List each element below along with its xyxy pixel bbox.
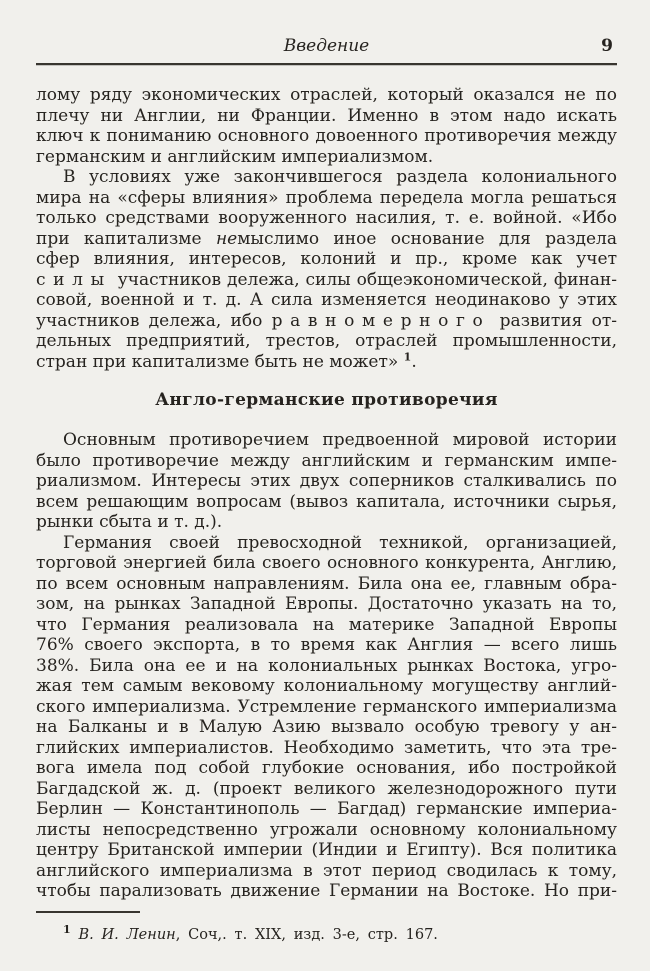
footnote-rule (36, 911, 140, 913)
text-segment: всем решающим вопросам (вывоз капитала, источники сырья, (36, 491, 617, 512)
text-segment: торговой энергией била своего основного конкурента, Англию, (36, 553, 617, 573)
text-segment: мира на «сферы влияния» проблема передела могла решаться (36, 187, 617, 208)
text-segment: глийских империалистов. Необходимо заметить, что эта тре- (36, 737, 617, 758)
text-line (36, 349, 617, 373)
text-segment: при капитализме (36, 228, 216, 249)
text-line (36, 106, 617, 127)
text-line (36, 615, 617, 636)
text-line (36, 717, 617, 738)
text-segment: было противоречие между английским и германским импе- (36, 450, 617, 471)
text-segment: дельных предприятий, трестов, отраслей промышленности, (36, 331, 617, 351)
text-line (36, 799, 617, 820)
text-line (36, 471, 617, 492)
text-segment: силы (36, 269, 112, 290)
text-segment: Багдадской ж. д. (проект великого железнодорожного пути (36, 778, 617, 799)
text-line (36, 311, 617, 332)
text-segment: ского империализма. Устремление германского империализма (36, 696, 617, 717)
page-number: 9 (601, 36, 613, 56)
text-line (36, 147, 617, 168)
text-line (36, 188, 617, 209)
text-line (36, 840, 617, 861)
page-body (36, 85, 617, 902)
text-segment: центру Британской империи (Индии и Египту). Вся политика (36, 840, 617, 860)
text-line (36, 126, 617, 147)
text-segment: лому ряду экономических отраслей, который оказался не по (36, 85, 617, 105)
text-line (36, 229, 617, 250)
text-segment: вога имела под собой глубокие основания, ибо постройкой (36, 758, 617, 778)
text-line (36, 451, 617, 472)
text-segment: . (411, 351, 417, 372)
text-segment: В. И. Ленин (78, 926, 176, 943)
text-segment: равномерного (271, 310, 491, 331)
footnote-reference: 1 (403, 349, 412, 363)
text-line (36, 85, 617, 106)
footnote-reference: 1 (63, 922, 71, 936)
text-line (36, 779, 617, 800)
text-line (36, 594, 617, 615)
header-rule (36, 63, 617, 65)
text-segment: сфер влияния, интересов, колоний и пр., кроме как учет (36, 249, 617, 269)
text-segment: 38%. Била она ее и на колониальных рынках Востока, угро- (36, 655, 617, 676)
text-line (36, 208, 617, 229)
text-segment: не (215, 228, 238, 249)
text-segment: мыслимо иное основание для раздела (237, 228, 617, 249)
text-segment: совой, военной и т. д. А сила изменяется неодинаково у этих (36, 290, 617, 310)
text-line (36, 676, 617, 697)
text-line (36, 697, 617, 718)
text-segment: зом, на рынках Западной Европы. Достаточно указать на то, (36, 594, 617, 614)
text-line (36, 553, 617, 574)
text-line (36, 430, 617, 451)
text-line (36, 820, 617, 841)
text-line (36, 249, 617, 270)
text-segment: плечу ни Англии, ни Франции. Именно в этом надо искать (36, 105, 617, 126)
text-segment: развития от- (490, 310, 617, 331)
text-line (36, 512, 617, 533)
text-line (36, 270, 617, 291)
text-segment: ключ к пониманию основного довоенного противоречия между (36, 126, 617, 146)
text-line (36, 533, 617, 554)
text-segment: стран при капитализме быть не может» (36, 351, 404, 372)
text-segment: по всем основным направлениям. Била она ее, главным обра- (36, 573, 617, 594)
text-segment: 76% своего экспорта, в то время как Англия — всего лишь (36, 635, 617, 655)
section-heading: Англо-германские противоречия (155, 390, 498, 410)
text-segment: рынки сбыта и т. д.). (36, 512, 223, 532)
text-segment: Основным противоречием предвоенной мировой истории (63, 430, 617, 450)
intro-text (36, 85, 617, 372)
text-segment: Германия своей превосходной техникой, организацией, (63, 532, 617, 553)
text-line (36, 167, 617, 188)
text-segment: риализмом. Интересы этих двух соперников сталкивались по (36, 471, 617, 491)
text-line (36, 574, 617, 595)
text-segment: участников дележа, ибо (36, 310, 272, 331)
text-segment: германским и английским империализмом. (36, 146, 434, 167)
text-segment: участников дележа, силы общеэкономической, финан- (111, 269, 617, 290)
text-line (36, 290, 617, 311)
running-header (36, 36, 617, 58)
text-segment: жая тем самым вековому колониальному могуществу англий- (36, 676, 617, 696)
text-line (36, 861, 617, 882)
text-line (36, 758, 617, 779)
text-line (36, 331, 617, 352)
footnote-area (36, 911, 617, 943)
text-line (36, 738, 617, 759)
text-segment: В условиях уже закончившегося раздела колониального (63, 167, 617, 187)
text-line (36, 656, 617, 677)
text-segment: чтобы парализовать движение Германии на Востоке. Но при- (36, 881, 617, 901)
text-line (36, 881, 617, 902)
text-segment: Берлин — Константинополь — Багдад) германские империа- (36, 799, 617, 819)
text-segment: что Германия реализовала на материке Западной Европы (36, 614, 617, 635)
footnote (36, 922, 617, 943)
text-segment: только средствами вооруженного насилия, т. е. войной. «Ибо (36, 208, 617, 228)
text-line (36, 492, 617, 513)
text-segment: английского империализма в этот период сводилась к тому, (36, 860, 617, 881)
text-segment: на Балканы и в Малую Азию вызвало особую тревогу у ан- (36, 717, 617, 737)
text-line (36, 635, 617, 656)
section-text (36, 430, 617, 902)
running-title: Введение (283, 36, 370, 56)
text-segment: , Соч,. т. XIX, изд. 3-е, стр. 167. (175, 926, 438, 943)
text-segment: листы непосредственно угрожали основному колониальному (36, 819, 617, 840)
